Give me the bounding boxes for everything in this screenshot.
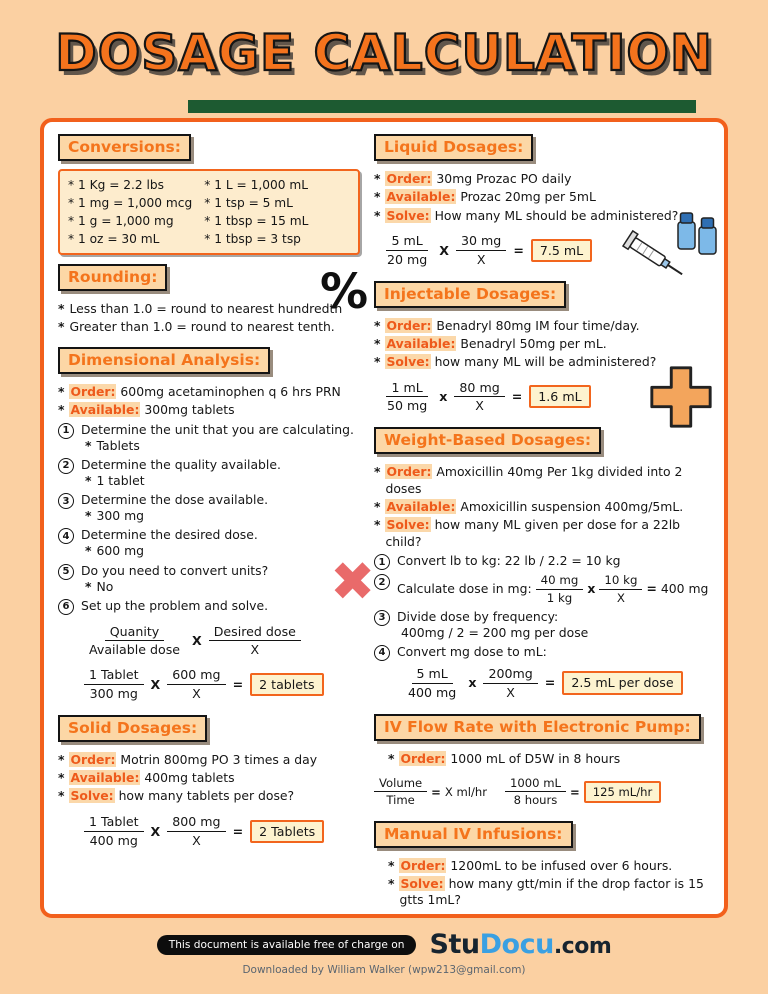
conversion-item: * 1 oz = 30 mL	[68, 232, 160, 246]
solve-bullet: * Solve: how many ML given per dose for a 22lb child?	[374, 517, 681, 549]
dimensional-setup-formula: $\frac{\text{Quanity}}{\text{Available dose}}$ X $\frac{\text{Desired dose}}{X}$	[84, 624, 360, 658]
weight-step-2: 2 Calculate dose in mg: $\frac{40 mg}{1 kg}$ x $\frac{10 kg}{X}$ = 400 mg	[374, 573, 712, 605]
conversions-table	[58, 169, 360, 255]
answer-box: 2.5 mL per dose	[562, 671, 682, 695]
footer-line	[0, 929, 768, 960]
step-3: 3 Determine the dose available. * 300 mg	[58, 492, 360, 524]
available-bullet: * Available: 300mg tablets	[58, 402, 235, 418]
solve-bullet: * Solve: how many tablets per dose?	[58, 788, 295, 804]
plus-icon	[646, 362, 716, 432]
section-dimensional-analysis	[58, 347, 360, 706]
section-solid-dosages	[58, 715, 360, 853]
conversions-header: Conversions:	[58, 134, 191, 161]
answer-box: 1.6 mL	[529, 385, 590, 408]
conversion-item: * 1 mg = 1,000 mcg	[68, 196, 193, 210]
injectable-header: Injectable Dosages:	[374, 281, 566, 308]
answer-box: 7.5 mL	[531, 239, 592, 262]
multiply-icon: ✖	[330, 550, 376, 613]
content-box	[40, 118, 728, 918]
title-area	[0, 0, 768, 118]
dimensional-solve-formula: $\frac{\text{1 Tablet}}{300 mg}$ X $\frac{600 mg}{X}$ = 2 tablets	[84, 667, 360, 701]
footer	[0, 929, 768, 976]
title-banner-strip	[188, 100, 696, 113]
ivflow-header: IV Flow Rate with Electronic Pump:	[374, 714, 701, 741]
step-1: 1 Determine the unit that you are calculating. * Tablets	[58, 422, 360, 454]
weight-step-4: 4 Convert mg dose to mL: $\frac{5 mL}{400 mg}$ x $\frac{200mg}{X}$ = 2.5 mL per dose	[374, 644, 712, 703]
conversions-column-2	[204, 178, 308, 246]
injectable-formula: $\frac{1 mL}{50 mg}$ x $\frac{80 mg}{X}$ = 1.6 mL	[382, 380, 712, 414]
free-notice-badge: This document is available free of charge on	[157, 935, 417, 955]
answer-box: 2 tablets	[250, 673, 323, 696]
left-column	[58, 134, 360, 906]
section-manual-iv-infusions	[374, 821, 712, 918]
ivflow-formula: $\frac{\text{Volume}}{\text{Time}}$ = X ml/hr $\frac{1000 mL}{\text{8 hours}}$ = 125 mL/hr	[374, 776, 712, 808]
available-bullet: * Available: Prozac 20mg per 5mL	[374, 189, 596, 205]
section-iv-flow-rate	[374, 714, 712, 811]
order-bullet: * Order: Amoxicillin 40mg Per 1kg divided into 2 doses	[374, 464, 683, 496]
step-5: 5 Do you need to convert units? * No	[58, 563, 360, 595]
available-bullet: * Available: Benadryl 50mg per mL.	[374, 335, 607, 351]
solid-header: Solid Dosages:	[58, 715, 207, 742]
liquid-formula: $\frac{5 mL}{20 mg}$ X $\frac{30 mg}{X}$ = 7.5 mL	[382, 233, 712, 267]
order-bullet: * Order: 1000 mL of D5W in 8 hours	[388, 751, 621, 767]
available-bullet: * Available: Amoxicillin suspension 400mg/5mL.	[374, 498, 684, 514]
weight-step-1: 1 Convert lb to kg: 22 lb / 2.2 = 10 kg	[374, 553, 712, 570]
order-bullet: * Order: 600mg acetaminophen q 6 hrs PRN	[58, 383, 341, 399]
weight-step-4-formula: $\frac{5 mL}{400 mg}$ x $\frac{200mg}{X}$ = 2.5 mL per dose	[403, 666, 683, 700]
conversion-item: * 1 L = 1,000 mL	[204, 178, 309, 192]
step-6: 6 Set up the problem and solve.	[58, 598, 360, 615]
page-title: DOSAGE CALCULATION	[55, 24, 713, 82]
section-weight-based-dosages	[374, 427, 712, 705]
order-bullet: * Order: Benadryl 80mg IM four time/day.	[374, 317, 640, 333]
rounding-header: Rounding:	[58, 264, 167, 291]
solve-bullet: * Solve: How many ML should be administered?	[374, 207, 679, 223]
section-conversions	[58, 134, 360, 255]
answer-box: 2 Tablets	[250, 820, 324, 843]
available-bullet: * Available: 400mg tablets	[58, 770, 235, 786]
conversion-item: * 1 tbsp = 3 tsp	[204, 232, 301, 246]
syringe-vials-icon	[620, 202, 720, 280]
answer-box: 125 mL/hr	[584, 781, 662, 803]
conversions-column-1	[68, 178, 192, 246]
rounding-item: * Less than 1.0 = round to nearest hundredth	[58, 301, 343, 316]
solid-formula: $\frac{\text{1 Tablet}}{400 mg}$ X $\frac{800 mg}{X}$ = 2 Tablets	[84, 814, 360, 848]
weight-header: Weight-Based Dosages:	[374, 427, 601, 454]
weight-step-3: 3 Divide dose by frequency: 400mg / 2 = 200 mg per dose	[374, 609, 712, 641]
conversion-item: * 1 tsp = 5 mL	[204, 196, 293, 210]
dimensional-header: Dimensional Analysis:	[58, 347, 270, 374]
liquid-header: Liquid Dosages:	[374, 134, 533, 161]
manual-header: Manual IV Infusions:	[374, 821, 573, 848]
downloaded-by-text: Downloaded by William Walker (wpw213@gmail.com)	[242, 964, 526, 976]
conversion-item: * 1 g = 1,000 mg	[68, 214, 174, 228]
order-bullet: * Order: Motrin 800mg PO 3 times a day	[58, 751, 318, 767]
conversion-item: * 1 Kg = 2.2 lbs	[68, 178, 165, 192]
section-rounding	[58, 264, 360, 338]
solve-bullet: * Solve: how many ML will be administered?	[374, 354, 657, 370]
step-2: 2 Determine the quality available. * 1 tablet	[58, 457, 360, 489]
rounding-item: * Greater than 1.0 = round to nearest tenth.	[58, 319, 335, 335]
order-bullet: * Order: 1200mL to be infused over 6 hours.	[388, 857, 673, 873]
solve-bullet: * Solve: how many gtt/min if the drop factor is 15 gtts 1mL?	[388, 876, 704, 908]
studocu-logo[interactable]: StuDocu.com	[429, 929, 612, 960]
percent-icon: %	[320, 264, 369, 320]
order-bullet: * Order: 30mg Prozac PO daily	[374, 171, 572, 186]
step-4: 4 Determine the desired dose. * 600 mg	[58, 527, 360, 559]
conversion-item: * 1 tbsp = 15 mL	[204, 214, 309, 228]
